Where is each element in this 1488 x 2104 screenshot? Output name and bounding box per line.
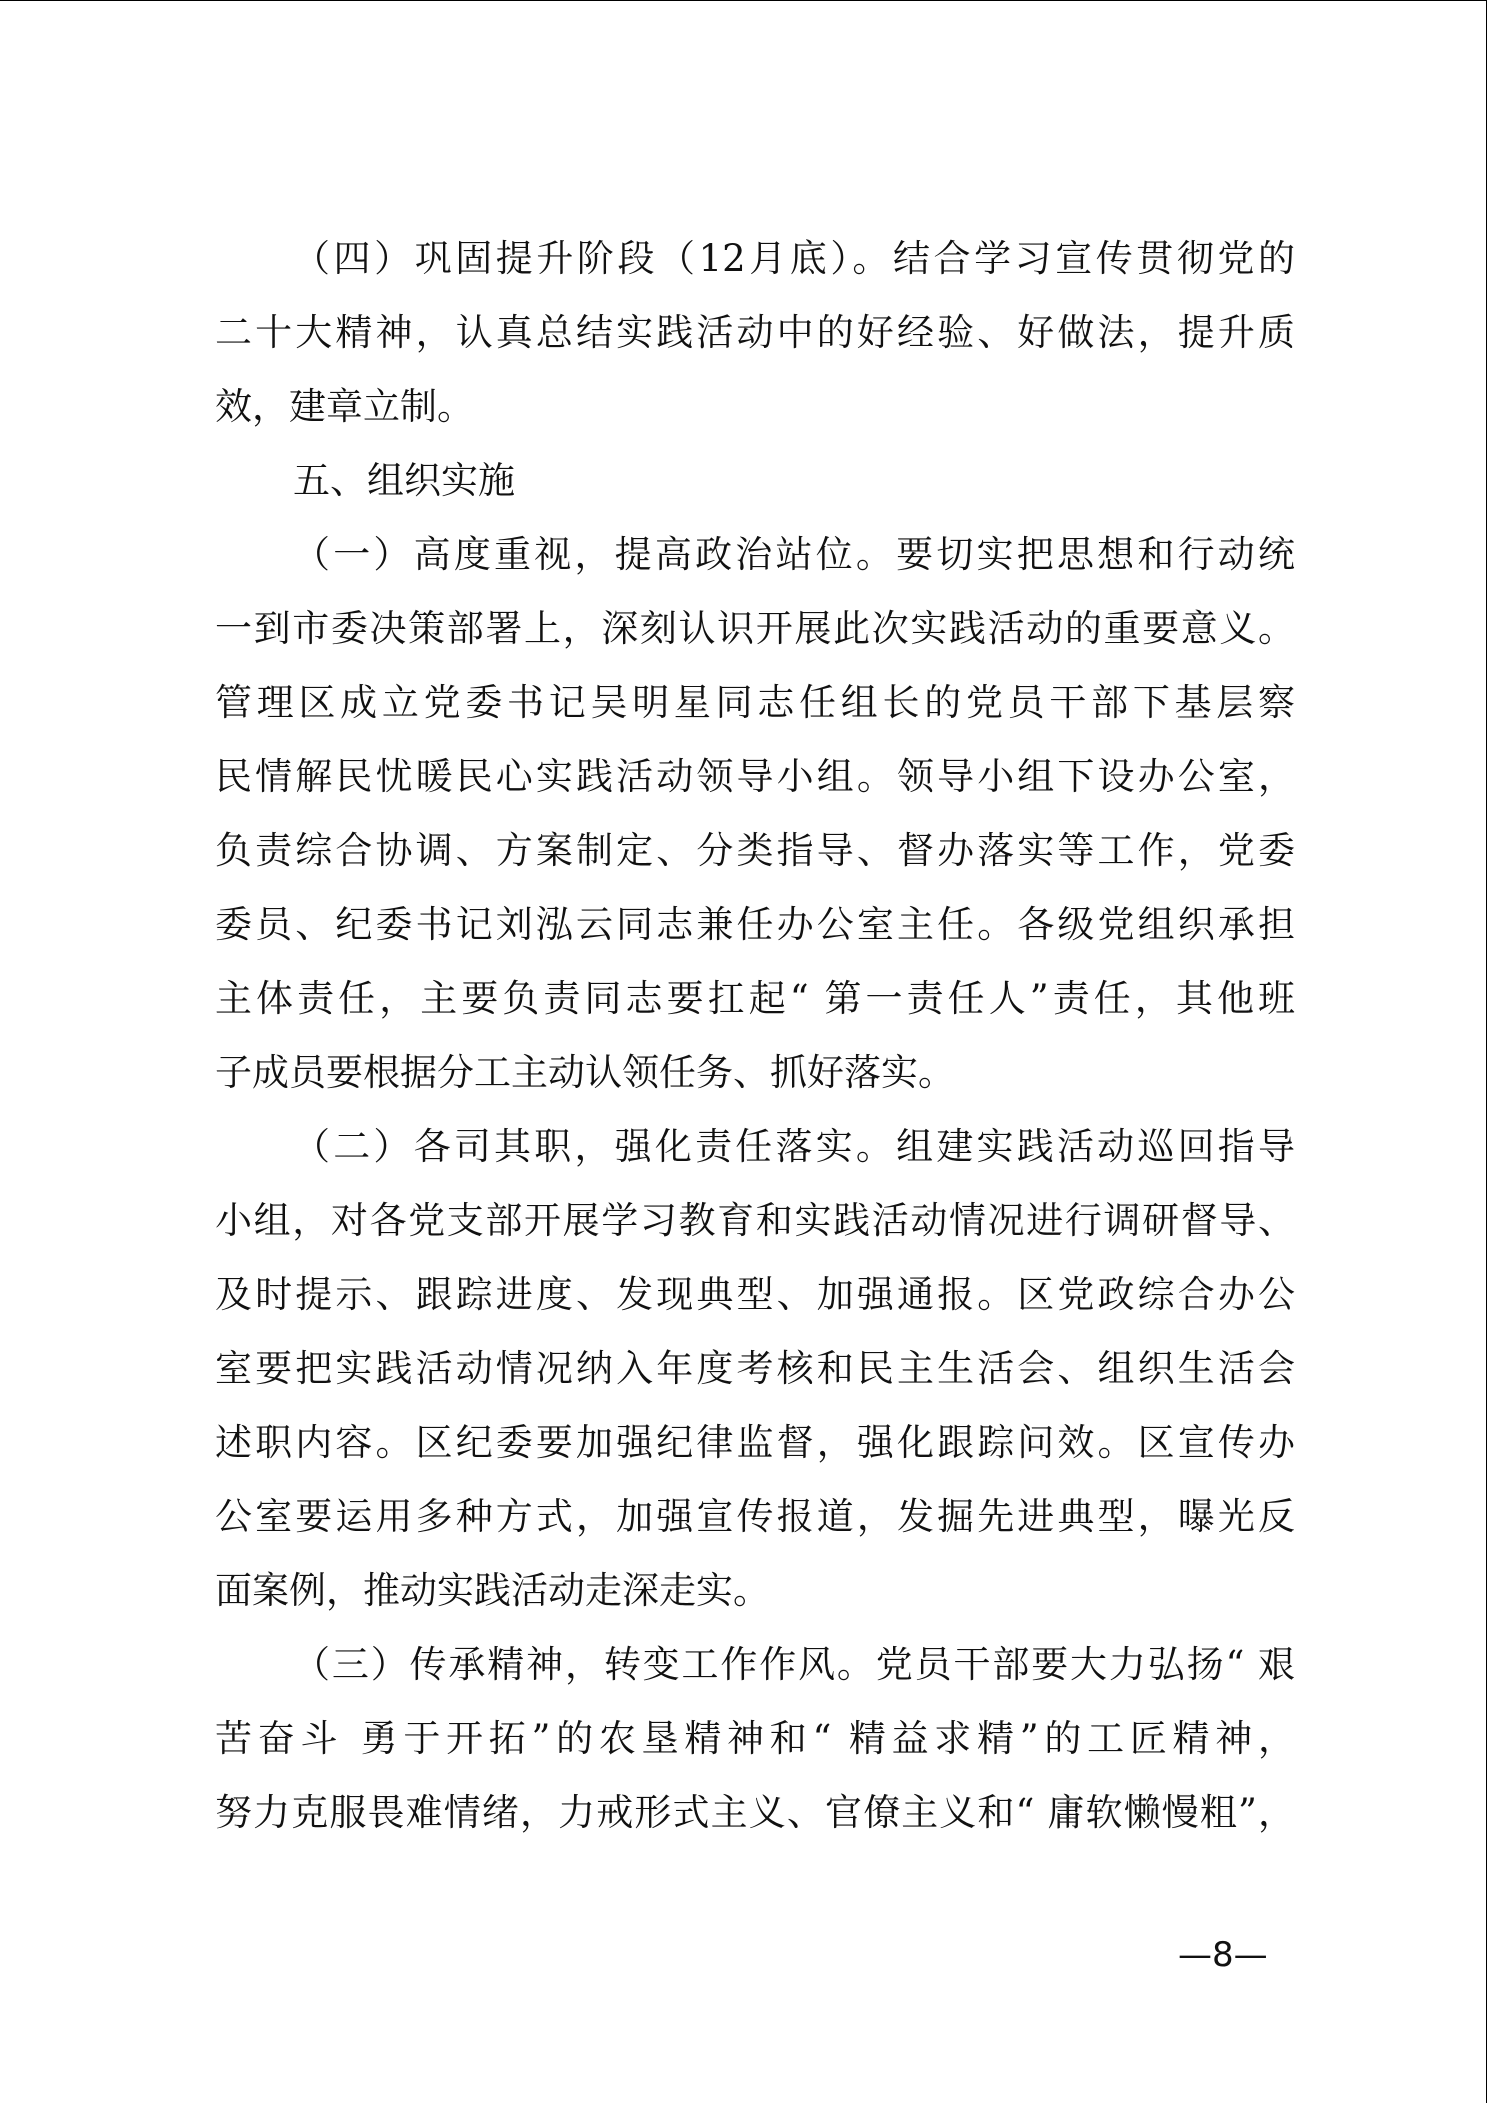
- paragraph-line: 二十大精神，认真总结实践活动中的好经验、好做法，提升质: [215, 311, 1295, 354]
- paragraph-line: 苦奋斗 勇于开拓”的农垦精神和“ 精益求精”的工匠精神，: [215, 1717, 1295, 1760]
- paragraph-line: 负责综合协调、方案制定、分类指导、督办落实等工作，党委: [215, 829, 1295, 872]
- paragraph-line: 一到市委决策部署上，深刻认识开展此次实践活动的重要意义。: [215, 607, 1295, 650]
- document-body: [215, 222, 1295, 1850]
- paragraph-line: 室要把实践活动情况纳入年度考核和民主生活会、组织生活会: [215, 1347, 1295, 1390]
- paragraph-line: 述职内容。区纪委要加强纪律监督，强化跟踪问效。区宣传办: [215, 1421, 1295, 1464]
- paragraph-line: 小组，对各党支部开展学习教育和实践活动情况进行调研督导、: [215, 1199, 1295, 1242]
- paragraph-line: 管理区成立党委书记吴明星同志任组长的党员干部下基层察: [215, 681, 1295, 724]
- paragraph-line: （二）各司其职，强化责任落实。组建实践活动巡回指导: [293, 1125, 1295, 1168]
- page-number: —8—: [1178, 1935, 1268, 1975]
- paragraph-line: 子成员要根据分工主动认领任务、抓好落实。: [215, 1051, 955, 1094]
- paragraph-line: （三）传承精神，转变工作作风。党员干部要大力弘扬“ 艰: [293, 1643, 1295, 1686]
- paragraph-line: 及时提示、跟踪进度、发现典型、加强通报。区党政综合办公: [215, 1273, 1295, 1316]
- paragraph-line: 努力克服畏难情绪，力戒形式主义、官僚主义和“ 庸软懒慢粗”，: [215, 1791, 1295, 1834]
- paragraph-line: 公室要运用多种方式，加强宣传报道，发掘先进典型，曝光反: [215, 1495, 1295, 1538]
- paragraph-line: 委员、纪委书记刘泓云同志兼任办公室主任。各级党组织承担: [215, 903, 1295, 946]
- paragraph-line: 民情解民忧暖民心实践活动领导小组。领导小组下设办公室，: [215, 755, 1295, 798]
- paragraph-line: 面案例，推动实践活动走深走实。: [215, 1569, 770, 1612]
- paragraph-line: 效，建章立制。: [215, 385, 474, 428]
- paragraph-line: （一）高度重视，提高政治站位。要切实把思想和行动统: [293, 533, 1295, 576]
- paragraph-line: （四）巩固提升阶段（12月底）。结合学习宣传贯彻党的: [293, 237, 1295, 280]
- section-heading: 五、组织实施: [293, 459, 515, 502]
- paragraph-line: 主体责任，主要负责同志要扛起“ 第一责任人”责任，其他班: [215, 977, 1295, 1020]
